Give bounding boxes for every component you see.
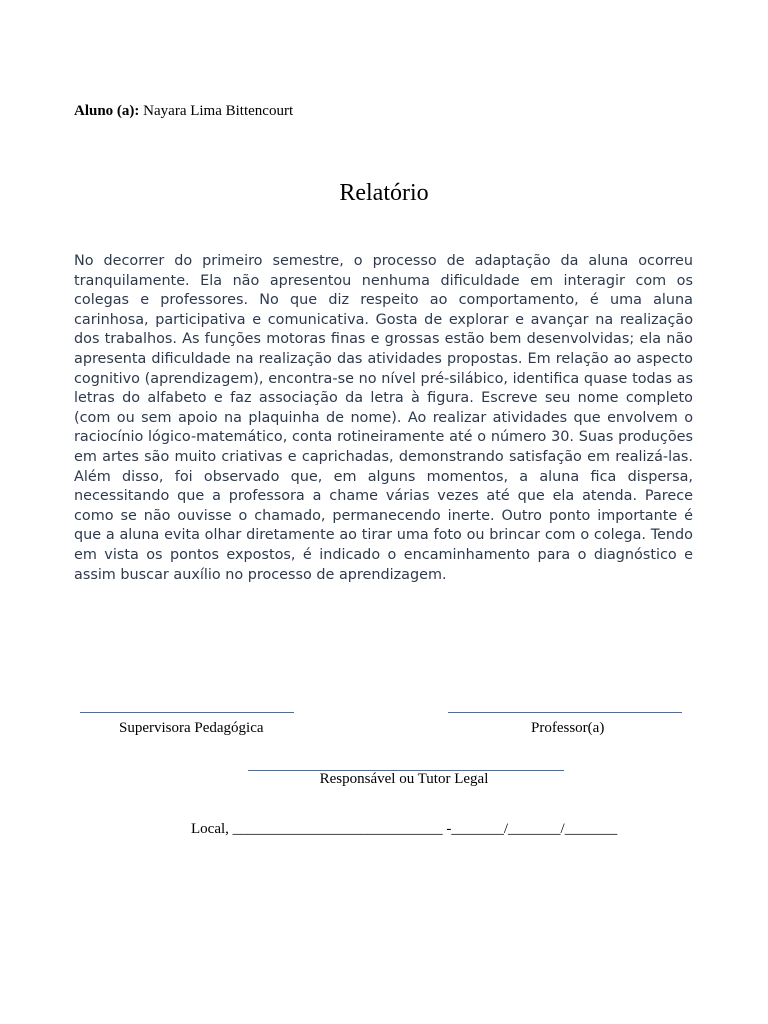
teacher-signature-line xyxy=(448,712,682,713)
teacher-label: Professor(a) xyxy=(531,720,605,736)
guardian-label: Responsável ou Tutor Legal xyxy=(319,771,489,787)
supervisor-signature-line xyxy=(80,712,294,713)
report-body: No decorrer do primeiro semestre, o processo de adaptação da aluna ocorreu tranquilamente. Ela não apresentou nenhuma dificuldade em interagir com os colegas e professores. No que diz respeito ao comportamento, é uma aluna carinhosa, participativa e comunicativa. Gosta de explorar e avançar na realização dos trabalhos. As funções motoras finas e grossas estão bem desenvolvidas; ela não apresenta dificuldade na realização das atividades propostas. Em relação ao aspecto cognitivo (aprendizagem), encontra-se no nível pré-silábico, identifica quase todas as letras do alfabeto e faz associação da letra à figura. Escreve seu nome completo (com ou sem apoio na plaquinha de nome). Ao realizar atividades que envolvem o raciocínio lógico-matemático, conta rotineiramente até o número 30. Suas produções em artes são muito criativas e caprichadas, demonstrando satisfação em realizá-las. Além disso, foi observado que, em alguns momentos, a aluna fica dispersa, necessitando que a professora a chame várias vezes até que ela atenda. Parece como se não ouvisse o chamado, permanecendo inerte. Outro ponto importante é que a aluna evita olhar diretamente ao tirar uma foto ou brincar com o colega. Tendo em vista os pontos expostos, é indicado o encaminhamento para o diagnóstico e assim buscar auxílio no processo de aprendizagem. xyxy=(74,253,693,583)
supervisor-label: Supervisora Pedagógica xyxy=(119,720,264,736)
document-title: Relatório xyxy=(339,180,429,206)
student-name: Nayara Lima Bittencourt xyxy=(143,103,294,119)
student-label: Aluno (a): xyxy=(74,103,140,119)
place-date-line: Local, ____________________________ -_______/_______/_______ xyxy=(191,821,618,837)
student-line xyxy=(74,103,293,120)
